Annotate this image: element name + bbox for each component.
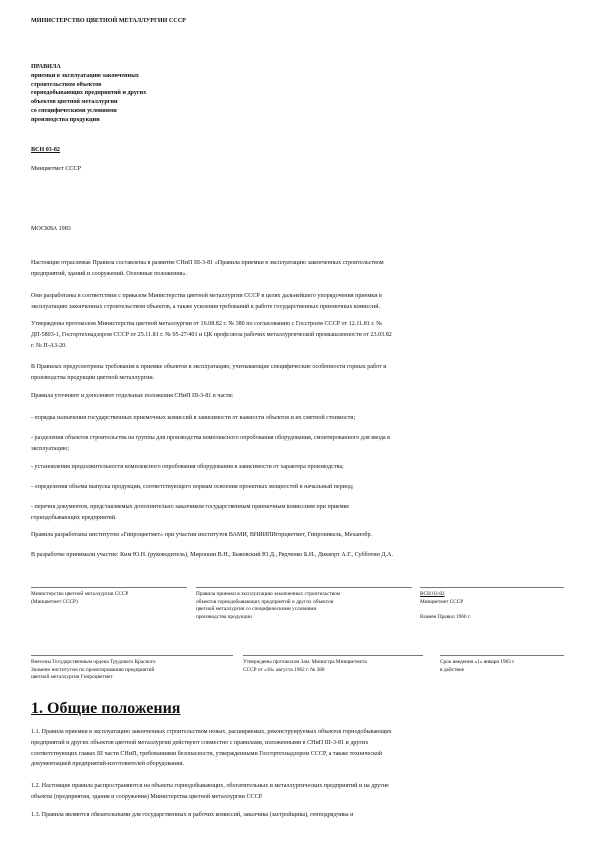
ministry-suffix: СССР bbox=[65, 166, 82, 172]
document-code: ВСН 03-82 bbox=[31, 147, 60, 153]
document-title-cell bbox=[196, 591, 340, 621]
intro-paragraph bbox=[31, 530, 567, 541]
table-rule bbox=[196, 587, 412, 588]
table-rule bbox=[31, 655, 233, 656]
table-rule bbox=[243, 655, 423, 656]
text-line: Внесены Государственным ордена Трудового Красного bbox=[31, 659, 156, 665]
table-rule bbox=[420, 587, 564, 588]
city-year: МОСКВА 1983 bbox=[31, 226, 71, 232]
text-line: ДП-5803-1, Госгортехнадзором СССР от 25.11.81 г. № 05-27/401 и ЦК профсоюза рабочих металлургической промышленности от 23.03.82 bbox=[31, 331, 392, 338]
document-code-cell bbox=[420, 591, 471, 622]
intro-list-item bbox=[31, 413, 567, 424]
text-line: цветной металлургии Гипроцветмет bbox=[31, 674, 113, 681]
text-line: Утверждены протоколом Зам. Министра Минцветмета bbox=[243, 659, 367, 665]
text-line: производства продукции цветной металлургии. bbox=[31, 374, 155, 381]
text-line: соответствующих главах III части СНиП, требованиями безопасности, утвержденными Госгортехнадзором СССР, а также технической bbox=[31, 750, 383, 757]
text-line: Утверждены протоколом Министерства цветной металлургии от 16.08.82 г. № 380 по согласованию с Госстроем СССР от 12.11.81 г. № bbox=[31, 321, 382, 327]
title-line: объектов цветной металлургии bbox=[31, 99, 118, 106]
text-line: эксплуатацию; bbox=[31, 445, 70, 452]
text-line: документацией предприятий-изготовителей оборудования. bbox=[31, 761, 184, 768]
text-line: - определения объема выпуска продукции, соответствующего нормам освоения проектных мощностей в начальный период; bbox=[31, 484, 354, 490]
text-line: Они разработаны в соответствии с приказом Министерства цветной металлургии СССР в целях дальнейшего упорядочения приемки в bbox=[31, 293, 382, 299]
text-line: В Правилах предусмотрены требования к приемке объектов в эксплуатацию, учитывающие специфические особенности горных работ и bbox=[31, 364, 387, 370]
text-line: предприятий, зданий и сооружений. Основные положения». bbox=[31, 270, 187, 277]
text-line: Правила приемки в эксплуатацию законченных строительством bbox=[196, 591, 341, 597]
text-line: СССР от «16» августа 1982 г. № 380 bbox=[243, 666, 325, 673]
text-line: - разделения объектов строительства на группы для производства комплексного опробования оборудования, смонтированного для ввода в bbox=[31, 435, 391, 441]
code-text: ВСН 03-82 bbox=[420, 591, 445, 597]
ministry-prefix: Минцветмет bbox=[31, 166, 64, 172]
text-line: предприятий и других объектов цветной металлургии действуют совместно с правилами, изложенными в СНиП III-3-81 и других bbox=[31, 739, 369, 746]
text-line: эксплуатацию законченных строительством объектов, а также усиления требований к работе государственных приемочных комиссий. bbox=[31, 303, 380, 310]
intro-paragraph bbox=[31, 258, 567, 280]
ministry-header: МИНИСТЕРСТВО ЦВЕТНОЙ МЕТАЛЛУРГИИ СССР bbox=[31, 18, 186, 24]
text-line: Правила разработаны институтом «Гипроцветмет» при участии институтов ВАМИ, ВНИИПИгорцветмет, Гипроникель, Механобр. bbox=[31, 532, 373, 538]
submitted-by-cell bbox=[31, 659, 156, 682]
text-line: - перечня документов, представляемых дополнительно заказчиком государственным приемочным комиссиям при приемке bbox=[31, 504, 350, 510]
text-line: горнодобывающих предприятий. bbox=[31, 514, 117, 521]
table-rule bbox=[31, 587, 187, 588]
text-line: Срок введения «1» января 1983 г. bbox=[440, 659, 516, 665]
intro-list-item bbox=[31, 462, 567, 473]
intro-paragraph bbox=[31, 291, 567, 313]
intro-paragraph bbox=[31, 362, 567, 384]
intro-list-item bbox=[31, 502, 567, 524]
text-line: Настоящие отраслевые Правила составлены в развитие СНиП III-3-81 «Правила приемки в эксплуатацию законченных строительством bbox=[31, 260, 384, 266]
text-line: производства продукции bbox=[196, 613, 252, 620]
title-line: приемки в эксплуатацию законченных bbox=[31, 72, 139, 79]
intro-paragraph bbox=[31, 391, 567, 402]
text-line: г. № П-А3-20. bbox=[31, 342, 67, 349]
issuing-ministry-cell bbox=[31, 591, 128, 606]
title-line: производства продукции bbox=[31, 116, 100, 123]
intro-list-item bbox=[31, 433, 567, 455]
section-paragraph bbox=[31, 727, 567, 770]
rules-title-block bbox=[31, 63, 146, 125]
intro-list-item bbox=[31, 482, 567, 493]
title-line: горнодобывающих предприятий и других bbox=[31, 90, 147, 97]
text-line: 1.1. Правила приемки в эксплуатацию законченных строительством новых, расширяемых, реконструируемых объектов горнодобывающих bbox=[31, 729, 392, 735]
title-line: строительством объектов bbox=[31, 81, 102, 88]
section-heading: 1. Общие положения bbox=[31, 700, 181, 717]
section-paragraph bbox=[31, 781, 567, 803]
text-line: объектов горнодобывающих предприятий и других объектов bbox=[196, 598, 334, 605]
approved-by-cell bbox=[243, 659, 367, 674]
text-line: цветной металлургии со специфическими условиями bbox=[196, 606, 317, 613]
text-line: 1.3. Правила являются обязательными для государственных и рабочих комиссий, заказчика (застройщика), генподрядчика и bbox=[31, 812, 354, 818]
text-line: 1.2. Настоящие правила распространяются на объекты горнодобывающих, обогатительных и металлургических предприятий и на другие bbox=[31, 783, 389, 789]
section-paragraph bbox=[31, 810, 567, 821]
title-line: ПРАВИЛА bbox=[31, 64, 61, 70]
intro-paragraph bbox=[31, 319, 567, 351]
text-line: в действие bbox=[440, 666, 465, 673]
ministry-text: Минцветмет СССР bbox=[420, 598, 464, 605]
replace-text: Взамен Правил 1966 г. bbox=[420, 614, 471, 621]
table-rule bbox=[440, 655, 564, 656]
text-line: (Минцветмет СССР) bbox=[31, 598, 78, 605]
ministry-short bbox=[31, 164, 81, 175]
text-line: - порядка назначения государственных приемочных комиссий в зависимости от важности объектов и их сметной стоимости; bbox=[31, 415, 356, 421]
text-line: объекты (предприятия, здания и сооружения) Министерства цветной металлургии СССР. bbox=[31, 793, 263, 800]
text-line: - установления продолжительности комплексного опробования оборудования в зависимости от характера производства; bbox=[31, 464, 344, 470]
text-line: Министерство цветной металлургии СССР bbox=[31, 591, 129, 597]
title-line: со специфическими условиями bbox=[31, 107, 117, 114]
text-line: В разработке принимали участие: Ким Ю.Н. (руководитель), Мирошин В.Н., Быковский Ю.Д., Рядченко Б.И., Дикворт А.Г., Субботин Д.А. bbox=[31, 552, 393, 558]
text-line: Знамени институтом по проектированию предприятий bbox=[31, 666, 155, 673]
text-line: Правила уточняют и дополняют отдельные положения СНиП III-3-81 в части: bbox=[31, 393, 234, 399]
intro-paragraph bbox=[31, 550, 567, 561]
effective-date-cell bbox=[440, 659, 515, 674]
